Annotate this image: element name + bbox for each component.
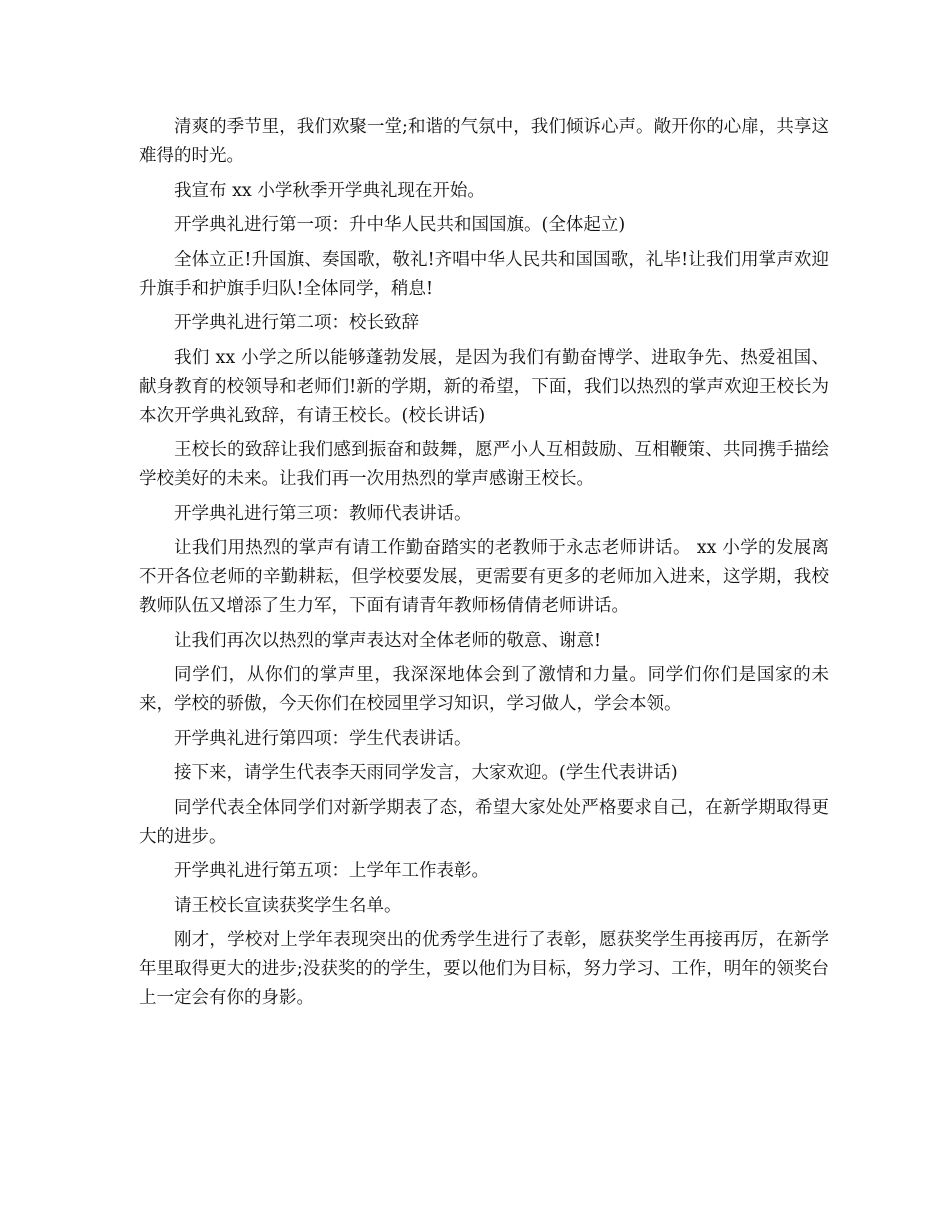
paragraph-7: 王校长的致辞让我们感到振奋和鼓舞，愿严小人互相鼓励、互相鞭策、共同携手描绘学校美好的未来。让我们再一次用热烈的掌声感谢王校长。 bbox=[139, 440, 829, 489]
paragraph-2: 我宣布 xx 小学秋季开学典礼现在开始。 bbox=[174, 180, 485, 201]
paragraph-13: 接下来，请学生代表李天雨同学发言，大家欢迎。(学生代表讲话) bbox=[174, 763, 678, 783]
paragraph-11: 同学们，从你们的掌声里，我深深地体会到了激情和力量。同学们你们是国家的未来，学校的骄傲，今天你们在校园里学习知识，学习做人，学会本领。 bbox=[139, 665, 829, 714]
paragraph-4: 全体立正!升国旗、奏国歌，敬礼!齐唱中华人民共和国国歌，礼毕!让我们用掌声欢迎升旗手和护旗手归队!全体同学，稍息! bbox=[139, 249, 829, 299]
paragraph-15: 开学典礼进行第五项：上学年工作表彰。 bbox=[174, 861, 489, 881]
paragraph-3: 开学典礼进行第一项：升中华人民共和国国旗。(全体起立) bbox=[174, 215, 626, 235]
paragraph-16: 请王校长宣读获奖学生名单。 bbox=[174, 895, 402, 916]
paragraph-9: 让我们用热烈的掌声有请工作勤奋踏实的老教师于永志老师讲话。 xx 小学的发展离不开各位老师的辛勤耕耘，但学校要发展，更需要有更多的老师加入进来，这学期，我校教师队伍又增添了生力军，下面有请青年教师杨倩倩老师讲话。 bbox=[139, 538, 829, 616]
document-body bbox=[139, 113, 829, 1019]
paragraph-5: 开学典礼进行第二项：校长致辞 bbox=[174, 313, 419, 333]
paragraph-12: 开学典礼进行第四项：学生代表讲话。 bbox=[174, 728, 472, 749]
paragraph-8: 开学典礼进行第三项：教师代表讲话。 bbox=[174, 503, 472, 524]
paragraph-17: 刚才，学校对上学年表现突出的优秀学生进行了表彰，愿获奖学生再接再厉，在新学年里取得更大的进步;没获奖的的学生，要以他们为目标，努力学习、工作，明年的领奖台上一定会有你的身影。 bbox=[139, 930, 829, 1008]
paragraph-6: 我们 xx 小学之所以能够蓬勃发展，是因为我们有勤奋博学、进取争先、热爱祖国、献身教育的校领导和老师们!新的学期，新的希望，下面，我们以热烈的掌声欢迎王校长为本次开学典礼致辞，有请王校长。(校长讲话) bbox=[139, 347, 829, 426]
paragraph-1: 清爽的季节里，我们欢聚一堂;和谐的气氛中，我们倾诉心声。敞开你的心扉，共享这难得的时光。 bbox=[139, 117, 829, 166]
paragraph-14: 同学代表全体同学们对新学期表了态，希望大家处处严格要求自己，在新学期取得更大的进步。 bbox=[139, 797, 829, 847]
paragraph-10: 让我们再次以热烈的掌声表达对全体老师的敬意、谢意! bbox=[174, 630, 602, 651]
